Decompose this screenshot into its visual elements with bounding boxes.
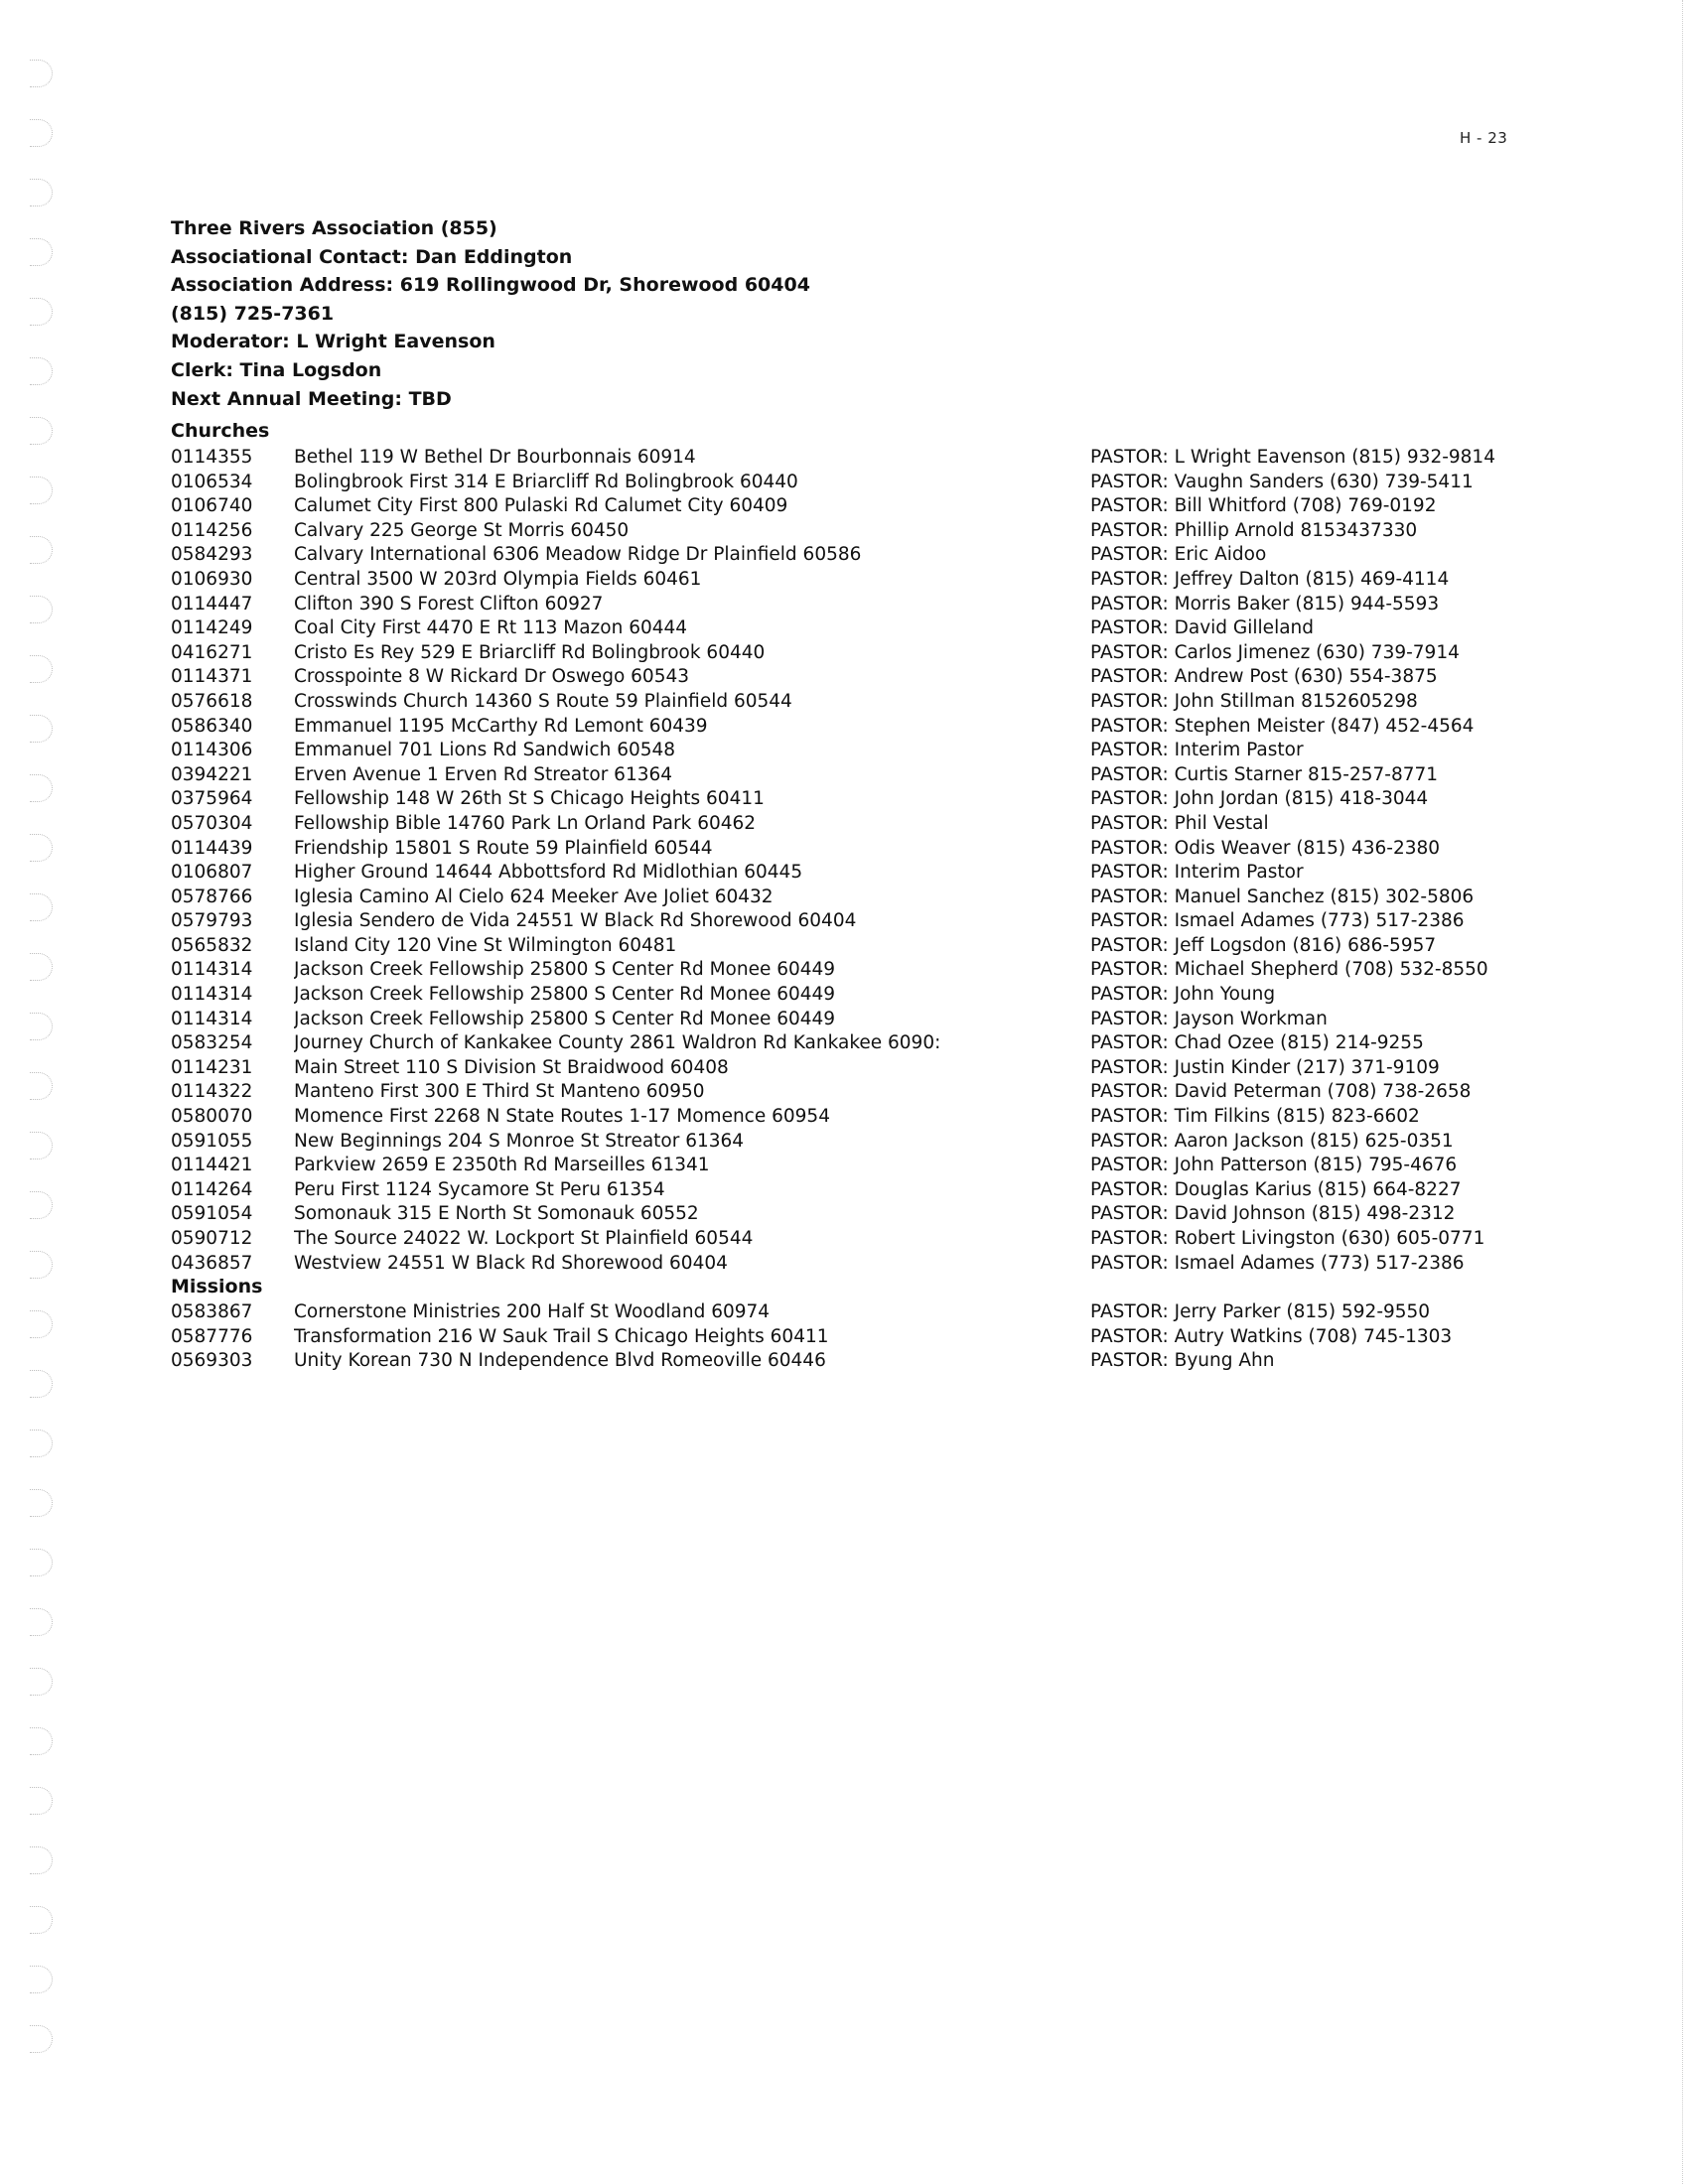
church-name-address: Cornerstone Ministries 200 Half St Woodland 60974 bbox=[294, 1301, 771, 1322]
pastor-info: PASTOR: Interim Pastor bbox=[1090, 862, 1304, 884]
church-name-address: Peru First 1124 Sycamore St Peru 61354 bbox=[294, 1178, 665, 1200]
church-name-address: New Beginnings 204 S Monroe St Streator 61364 bbox=[294, 1130, 745, 1152]
church-name-address: Jackson Creek Fellowship 25800 S Center Rd Monee 60449 bbox=[294, 959, 836, 981]
list-item bbox=[171, 739, 1362, 763]
list-item bbox=[171, 1008, 1362, 1032]
church-id: 0106807 bbox=[171, 862, 253, 884]
list-item bbox=[171, 1252, 1465, 1277]
church-id: 0114314 bbox=[171, 1008, 253, 1029]
pastor-info: PASTOR: Jeff Logsdon (816) 686-5957 bbox=[1090, 934, 1437, 956]
pastor-info: PASTOR: Interim Pastor bbox=[1090, 740, 1304, 761]
church-id: 0591055 bbox=[171, 1130, 253, 1152]
scan-edge-artifact bbox=[1682, 0, 1685, 2184]
church-id: 0565832 bbox=[171, 934, 253, 956]
page-number: H - 23 bbox=[1460, 129, 1508, 147]
association-phone: (815) 725-7361 bbox=[171, 302, 335, 325]
church-name-address: Manteno First 300 E Third St Manteno 60950 bbox=[294, 1081, 705, 1103]
list-item bbox=[171, 1325, 1453, 1350]
list-item bbox=[171, 1227, 1485, 1252]
associational-contact: Associational Contact: Dan Eddington bbox=[171, 245, 573, 268]
church-name-address: Westview 24551 W Black Rd Shorewood 60404 bbox=[294, 1252, 728, 1274]
clerk: Clerk: Tina Logsdon bbox=[171, 358, 382, 381]
pastor-info: PASTOR: John Jordan (815) 418-3044 bbox=[1090, 788, 1429, 810]
pastor-info: PASTOR: Justin Kinder (217) 371-9109 bbox=[1090, 1056, 1440, 1078]
pastor-info: PASTOR: Michael Shepherd (708) 532-8550 bbox=[1090, 959, 1488, 981]
pastor-info: PASTOR: John Stillman 8152605298 bbox=[1090, 690, 1418, 712]
church-name-address: The Source 24022 W. Lockport St Plainfield 60544 bbox=[294, 1228, 754, 1249]
church-id: 0114355 bbox=[171, 447, 253, 468]
list-item bbox=[171, 593, 1440, 617]
pastor-info: PASTOR: John Young bbox=[1090, 984, 1276, 1006]
list-item bbox=[171, 837, 1441, 862]
church-name-address: Coal City First 4470 E Rt 113 Mazon 60444 bbox=[294, 617, 688, 639]
church-id: 0114256 bbox=[171, 519, 253, 541]
church-id: 0114314 bbox=[171, 959, 253, 981]
church-id: 0578766 bbox=[171, 886, 253, 907]
pastor-info: PASTOR: Phillip Arnold 8153437330 bbox=[1090, 519, 1418, 541]
moderator: Moderator: L Wright Eavenson bbox=[171, 331, 495, 353]
list-item bbox=[171, 983, 1362, 1008]
list-item bbox=[171, 494, 1437, 519]
church-name-address: Island City 120 Vine St Wilmington 60481 bbox=[294, 934, 677, 956]
church-id: 0114371 bbox=[171, 666, 253, 688]
church-name-address: Somonauk 315 E North St Somonauk 60552 bbox=[294, 1203, 699, 1225]
church-id: 0569303 bbox=[171, 1350, 253, 1372]
list-item bbox=[171, 1031, 1424, 1056]
pastor-info: PASTOR: Jerry Parker (815) 592-9550 bbox=[1090, 1301, 1431, 1322]
association-name: Three Rivers Association (855) bbox=[171, 217, 497, 239]
church-id: 0576618 bbox=[171, 690, 253, 712]
church-id: 0570304 bbox=[171, 812, 253, 834]
list-item bbox=[171, 446, 1495, 471]
pastor-info: PASTOR: Jeffrey Dalton (815) 469-4114 bbox=[1090, 568, 1450, 590]
list-item bbox=[171, 568, 1450, 593]
church-id: 0114314 bbox=[171, 984, 253, 1006]
list-item bbox=[171, 1130, 1454, 1155]
church-id: 0114421 bbox=[171, 1155, 253, 1176]
pastor-info: PASTOR: Curtis Starner 815-257-8771 bbox=[1090, 763, 1439, 785]
list-item bbox=[171, 1178, 1462, 1203]
church-id: 0586340 bbox=[171, 715, 253, 737]
pastor-info: PASTOR: Andrew Post (630) 554-3875 bbox=[1090, 666, 1438, 688]
church-name-address: Emmanuel 701 Lions Rd Sandwich 60548 bbox=[294, 740, 676, 761]
churches-heading: Churches bbox=[171, 420, 270, 442]
church-id: 0583254 bbox=[171, 1032, 253, 1054]
pastor-info: PASTOR: Tim Filkins (815) 823-6602 bbox=[1090, 1106, 1420, 1128]
pastor-info: PASTOR: Stephen Meister (847) 452-4564 bbox=[1090, 715, 1475, 737]
church-name-address: Bolingbrook First 314 E Briarcliff Rd Bolingbrook 60440 bbox=[294, 471, 798, 492]
pastor-info: PASTOR: Manuel Sanchez (815) 302-5806 bbox=[1090, 886, 1475, 907]
pastor-info: PASTOR: Douglas Karius (815) 664-8227 bbox=[1090, 1178, 1462, 1200]
list-item bbox=[171, 715, 1475, 740]
church-name-address: Unity Korean 730 N Independence Blvd Romeoville 60446 bbox=[294, 1350, 826, 1372]
church-name-address: Calvary International 6306 Meadow Ridge Dr Plainfield 60586 bbox=[294, 544, 862, 566]
list-item bbox=[171, 690, 1418, 715]
list-item bbox=[171, 1300, 1431, 1325]
list-item bbox=[171, 886, 1475, 910]
list-item bbox=[171, 958, 1488, 983]
list-item bbox=[171, 1105, 1420, 1130]
church-name-address: Transformation 216 W Sauk Trail S Chicago Heights 60411 bbox=[294, 1325, 829, 1347]
church-name-address: Main Street 110 S Division St Braidwood 60408 bbox=[294, 1056, 729, 1078]
church-id: 0114322 bbox=[171, 1081, 253, 1103]
missions-list bbox=[171, 1300, 1453, 1374]
church-id: 0579793 bbox=[171, 910, 253, 932]
church-id: 0114231 bbox=[171, 1056, 253, 1078]
church-id: 0106740 bbox=[171, 495, 253, 517]
church-name-address: Parkview 2659 E 2350th Rd Marseilles 61341 bbox=[294, 1155, 710, 1176]
list-item bbox=[171, 616, 1362, 641]
pastor-info: PASTOR: Bill Whitford (708) 769-0192 bbox=[1090, 495, 1437, 517]
church-name-address: Fellowship 148 W 26th St S Chicago Heights 60411 bbox=[294, 788, 765, 810]
church-id: 0394221 bbox=[171, 763, 253, 785]
pastor-info: PASTOR: Morris Baker (815) 944-5593 bbox=[1090, 593, 1440, 614]
next-annual-meeting: Next Annual Meeting: TBD bbox=[171, 387, 452, 410]
pastor-info: PASTOR: Aaron Jackson (815) 625-0351 bbox=[1090, 1130, 1454, 1152]
pastor-info: PASTOR: Eric Aidoo bbox=[1090, 544, 1267, 566]
pastor-info: PASTOR: Ismael Adames (773) 517-2386 bbox=[1090, 910, 1465, 932]
list-item bbox=[171, 1056, 1440, 1081]
pastor-info: PASTOR: Carlos Jimenez (630) 739-7914 bbox=[1090, 641, 1460, 663]
church-name-address: Central 3500 W 203rd Olympia Fields 60461 bbox=[294, 568, 702, 590]
church-name-address: Jackson Creek Fellowship 25800 S Center Rd Monee 60449 bbox=[294, 1008, 836, 1029]
church-name-address: Higher Ground 14644 Abbottsford Rd Midlothian 60445 bbox=[294, 862, 803, 884]
list-item bbox=[171, 861, 1362, 886]
list-item bbox=[171, 543, 1362, 568]
church-id: 0114249 bbox=[171, 617, 253, 639]
pastor-info: PASTOR: Phil Vestal bbox=[1090, 812, 1269, 834]
church-id: 0584293 bbox=[171, 544, 253, 566]
association-address: Association Address: 619 Rollingwood Dr, Shorewood 60404 bbox=[171, 274, 810, 297]
list-item bbox=[171, 934, 1437, 959]
church-name-address: Cristo Es Rey 529 E Briarcliff Rd Bolingbrook 60440 bbox=[294, 641, 766, 663]
pastor-info: PASTOR: L Wright Eavenson (815) 932-9814 bbox=[1090, 447, 1495, 468]
pastor-info: PASTOR: Jayson Workman bbox=[1090, 1008, 1328, 1029]
church-id: 0114447 bbox=[171, 593, 253, 614]
church-name-address: Crosswinds Church 14360 S Route 59 Plainfield 60544 bbox=[294, 690, 792, 712]
pastor-info: PASTOR: David Johnson (815) 498-2312 bbox=[1090, 1203, 1456, 1225]
church-name-address: Erven Avenue 1 Erven Rd Streator 61364 bbox=[294, 763, 673, 785]
church-id: 0580070 bbox=[171, 1106, 253, 1128]
list-item bbox=[171, 1202, 1456, 1227]
pastor-info: PASTOR: Byung Ahn bbox=[1090, 1350, 1275, 1372]
church-id: 0106930 bbox=[171, 568, 253, 590]
church-id: 0416271 bbox=[171, 641, 253, 663]
pastor-info: PASTOR: John Patterson (815) 795-4676 bbox=[1090, 1155, 1458, 1176]
church-name-address: Journey Church of Kankakee County 2861 Waldron Rd Kankakee 6090: bbox=[294, 1032, 941, 1054]
missions-heading: Missions bbox=[171, 1276, 263, 1297]
list-item bbox=[171, 471, 1474, 495]
church-name-address: Calumet City First 800 Pulaski Rd Calumet City 60409 bbox=[294, 495, 788, 517]
list-item bbox=[171, 909, 1465, 934]
pastor-info: PASTOR: Ismael Adames (773) 517-2386 bbox=[1090, 1252, 1465, 1274]
church-name-address: Iglesia Camino Al Cielo 624 Meeker Ave Joliet 60432 bbox=[294, 886, 774, 907]
pastor-info: PASTOR: Autry Watkins (708) 745-1303 bbox=[1090, 1325, 1453, 1347]
list-item bbox=[171, 763, 1439, 788]
church-id: 0114264 bbox=[171, 1178, 253, 1200]
church-name-address: Bethel 119 W Bethel Dr Bourbonnais 60914 bbox=[294, 447, 696, 468]
list-item bbox=[171, 787, 1429, 812]
pastor-info: PASTOR: David Peterman (708) 738-2658 bbox=[1090, 1081, 1472, 1103]
church-name-address: Fellowship Bible 14760 Park Ln Orland Park 60462 bbox=[294, 812, 757, 834]
church-id: 0106534 bbox=[171, 471, 253, 492]
church-name-address: Iglesia Sendero de Vida 24551 W Black Rd Shorewood 60404 bbox=[294, 910, 857, 932]
church-name-address: Friendship 15801 S Route 59 Plainfield 60544 bbox=[294, 837, 713, 859]
church-name-address: Crosspointe 8 W Rickard Dr Oswego 60543 bbox=[294, 666, 690, 688]
church-id: 0114306 bbox=[171, 740, 253, 761]
pastor-info: PASTOR: Vaughn Sanders (630) 739-5411 bbox=[1090, 471, 1474, 492]
church-name-address: Calvary 225 George St Morris 60450 bbox=[294, 519, 630, 541]
church-id: 0436857 bbox=[171, 1252, 253, 1274]
church-id: 0375964 bbox=[171, 788, 253, 810]
list-item bbox=[171, 1080, 1472, 1105]
church-name-address: Emmanuel 1195 McCarthy Rd Lemont 60439 bbox=[294, 715, 708, 737]
list-item bbox=[171, 665, 1438, 690]
church-name-address: Jackson Creek Fellowship 25800 S Center Rd Monee 60449 bbox=[294, 984, 836, 1006]
list-item bbox=[171, 519, 1418, 544]
church-id: 0590712 bbox=[171, 1228, 253, 1249]
binder-holes-artifact bbox=[22, 60, 62, 2105]
pastor-info: PASTOR: Chad Ozee (815) 214-9255 bbox=[1090, 1032, 1424, 1054]
church-id: 0591054 bbox=[171, 1203, 253, 1225]
list-item bbox=[171, 1154, 1458, 1178]
church-name-address: Momence First 2268 N State Routes 1-17 Momence 60954 bbox=[294, 1106, 830, 1128]
pastor-info: PASTOR: David Gilleland bbox=[1090, 617, 1315, 639]
churches-list bbox=[171, 446, 1495, 1276]
list-item bbox=[171, 812, 1362, 837]
list-item bbox=[171, 641, 1460, 666]
association-header bbox=[171, 214, 810, 413]
church-id: 0114439 bbox=[171, 837, 253, 859]
list-item bbox=[171, 1349, 1362, 1374]
church-name-address: Clifton 390 S Forest Clifton 60927 bbox=[294, 593, 604, 614]
church-id: 0583867 bbox=[171, 1301, 253, 1322]
pastor-info: PASTOR: Robert Livingston (630) 605-0771 bbox=[1090, 1228, 1485, 1249]
pastor-info: PASTOR: Odis Weaver (815) 436-2380 bbox=[1090, 837, 1441, 859]
church-id: 0587776 bbox=[171, 1325, 253, 1347]
